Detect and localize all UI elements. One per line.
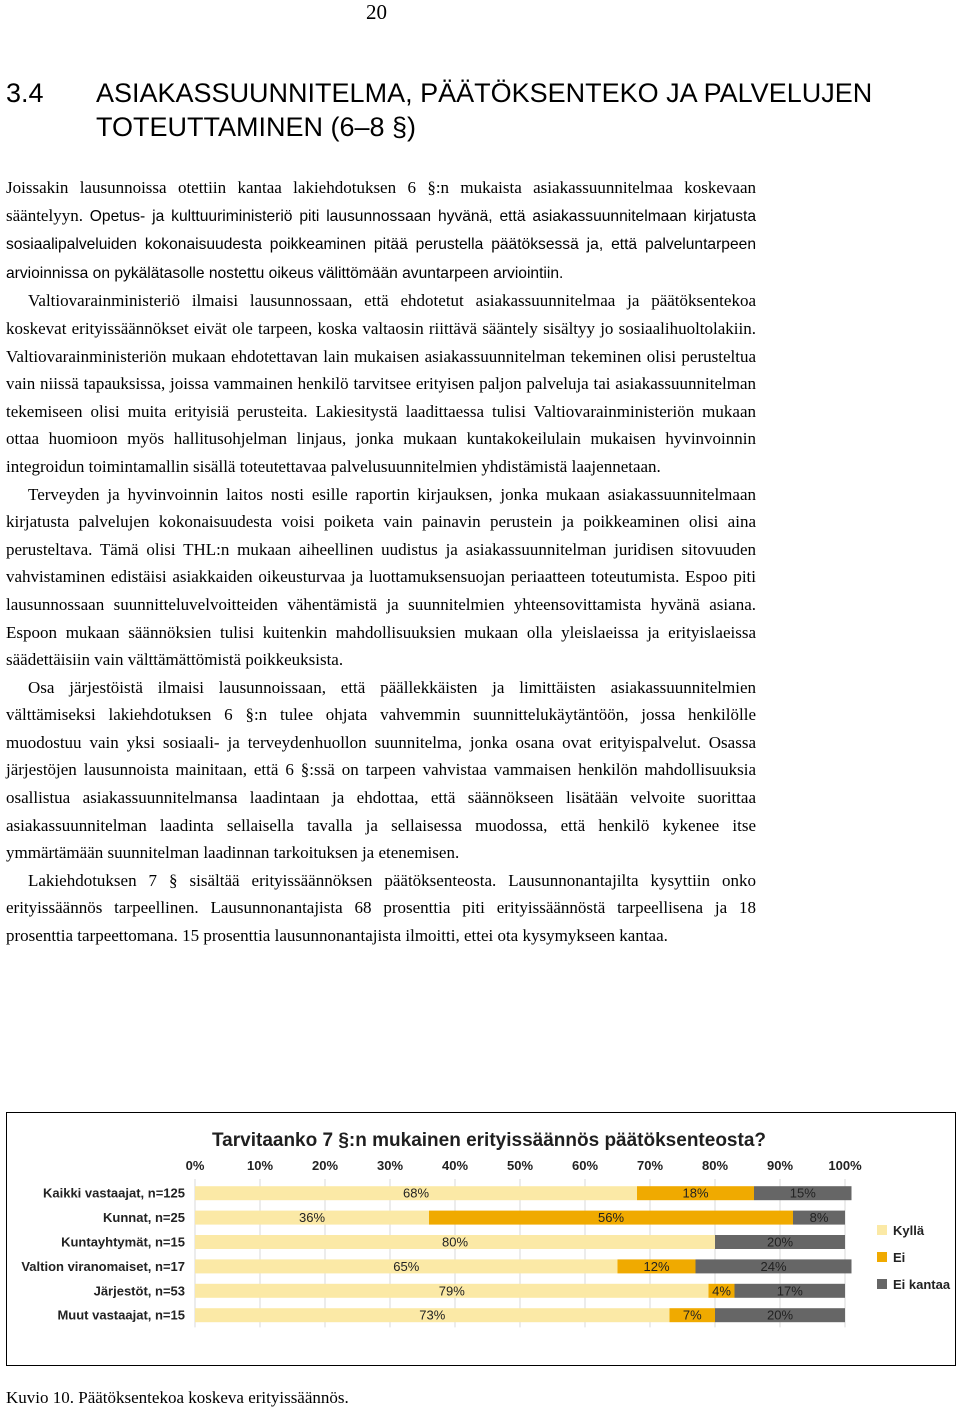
paragraph-text: Opetus- ja kulttuuriministeriö piti lausunnossaan hyvänä, että asiakassuunnitelmaan kirjatusta sosiaalipalveluiden kokonaisuudesta poikkeaminen pitää perustella päätöksessä ja, että palveluntarpeen arvioinnissa on pykälätasolle nostettu oikeus välittömään avuntarpeen arviointiin. <box>6 207 756 282</box>
paragraph <box>6 287 756 480</box>
category-label: Järjestöt, n=53 <box>93 1283 185 1299</box>
data-label: 80% <box>441 1234 469 1250</box>
data-label: 68% <box>402 1185 430 1201</box>
data-label: 15% <box>789 1185 816 1201</box>
body-text <box>6 174 756 950</box>
paragraph-text: Lakiehdotuksen 7 § sisältää erityissäännöksen päätöksenteosta. Lausunnonantajilta kysyttiin onko erityissäännös tarpeellinen. Lausunnonantajista 68 prosenttia piti erityissäännöstä tarpeellisena ja 18 prosenttia tarpeettomana. 15 prosenttia lausunnonantajista ilmoitti, ettei ota kysymykseen kantaa. <box>6 870 756 946</box>
paragraph-text: Joissakin lausunnoissa otettiin kantaa lakiehdotuksen 6 §:n mukaista asiakassuunnitelmaa koskevaan sääntelyyn. <box>6 178 756 225</box>
bar-chart <box>7 1113 955 1365</box>
data-label: 65% <box>393 1258 420 1274</box>
data-label: 18% <box>682 1185 709 1201</box>
x-tick-label: 90% <box>766 1158 794 1173</box>
legend-swatch <box>877 1252 887 1262</box>
data-label: 73% <box>419 1307 446 1323</box>
x-tick-label: 100% <box>828 1158 862 1173</box>
data-label: 79% <box>438 1283 465 1299</box>
legend-label: Kyllä <box>893 1223 925 1238</box>
category-label: Kuntayhtymät, n=15 <box>61 1234 185 1250</box>
data-label: 4% <box>712 1283 731 1299</box>
category-label: Valtion viranomaiset, n=17 <box>21 1258 185 1274</box>
paragraph-text: Osa järjestöistä ilmaisi lausunnoissaan, että päällekkäisten ja limittäisten asiakassuunnitelmien välttämiseksi lakiehdotuksen 6 §:n tulee ohjata vahvemmin suunnittelukäytäntöön, jossa henkilölle muodostuu vain yksi sosiaali- ja terveydenhuollon suunnitelma, jonka osana ovat erityispalvelut. Osassa järjestöjen lausunnoista mainitaan, että 6 §:ssä on tarpeen vahvistaa vammaisen henkilön mahdollisuuksia osallistua asiakassuunnitelmansa laadintaan ja ehdottaa, että säännökseen lisätään velvoite suorittaa asiakassuunnitelman laadinta sellaisella tavalla ja sellaisessa muodossa, että henkilö kykenee itse ymmärtämään suunnitelman laadinnan tarkoituksen ja etenemisen. <box>6 677 756 863</box>
paragraph <box>6 867 756 950</box>
x-tick-label: 0% <box>185 1158 205 1173</box>
data-label: 12% <box>643 1258 670 1274</box>
x-tick-label: 10% <box>246 1158 274 1173</box>
data-label: 7% <box>682 1307 702 1323</box>
figure-caption: Kuvio 10. Päätöksentekoa koskeva erityissäännös. <box>6 1388 349 1407</box>
x-tick-label: 30% <box>376 1158 404 1173</box>
category-label: Muut vastaajat, n=15 <box>57 1307 185 1323</box>
legend-swatch <box>877 1225 887 1235</box>
data-label: 17% <box>776 1283 803 1299</box>
x-tick-label: 50% <box>506 1158 534 1173</box>
section-title: ASIAKASSUUNNITELMA, PÄÄTÖKSENTEKO JA PALVELUJEN TOTEUTTAMINEN (6–8 §) <box>96 78 873 142</box>
data-label: 24% <box>760 1258 787 1274</box>
data-label: 20% <box>766 1234 794 1250</box>
x-tick-label: 80% <box>701 1158 729 1173</box>
data-label: 8% <box>809 1210 829 1226</box>
legend-label: Ei kantaa <box>893 1277 951 1292</box>
x-tick-label: 60% <box>571 1158 599 1173</box>
data-label: 20% <box>766 1307 794 1323</box>
data-label: 56% <box>597 1210 625 1226</box>
chart-title: Tarvitaanko 7 §:n mukainen erityissäännös päätöksenteosta? <box>211 1130 767 1151</box>
data-label: 36% <box>298 1210 326 1226</box>
category-label: Kunnat, n=25 <box>103 1210 185 1226</box>
section-number: 3.4 <box>6 78 44 108</box>
paragraph <box>6 174 756 287</box>
chart-frame <box>6 1112 956 1366</box>
paragraph-text: Terveyden ja hyvinvoinnin laitos nosti esille raportin kirjauksen, jonka mukaan asiakassuunnitelmaan kirjatusta palvelujen kokonaisuudesta voisi poiketa vain painavin perustein ja poikkeaminen olisi aina perusteltava. Tämä olisi THL:n mukaan aiheellinen uudistus ja asiakassuunnitelman juridisen sitovuuden vahvistaminen edistäisi asiakkaiden oikeusturvaa ja luottamuksensuojan periaatteen toteutumista. Espoo piti lausunnossaan suunnitteluvelvoitteiden vähentämistä ja suunnitelmien yhteensovittamista hyvänä asiana. Espoon mukaan säännöksien tulisi kuitenkin mahdollisuuksien mukaan olla yleislaeissa ja erityislaeissa säädettäisiin vain välttämättömistä poikkeuksista. <box>6 484 756 670</box>
legend-swatch <box>877 1279 887 1289</box>
page-number: 20 <box>366 0 387 24</box>
paragraph <box>6 481 756 674</box>
paragraph-text: Valtiovarainministeriö ilmaisi lausunnossaan, että ehdotetut asiakassuunnitelmaa ja päätöksentekoa koskevat erityissäännökset eivät ole tarpeen, koska valtaosin riittävä sääntely sisältyy jo sosiaalihuoltolakiin. Valtiovarainministeriön mukaan ehdotettavan lain mukaisen asiakassuunnitelman tekeminen olisi perusteltua vain niissä tapauksissa, joissa vammainen henkilö tarvitsee erityisen paljon palveluja tai asiakassuunnitelman tekemiseen olisi muita erityisiä perusteita. Lakiesitystä laadittaessa tulisi Valtiovarainministeriön mukaan ottaa huomioon myös hallitusohjelman linjaus, jonka mukaan kuntakokeilulain mukaisen hyvinvoinnin integroidun toimintamallin sisällä toteutettavaa palvelusuunnitelmien yhdistämistä laajennetaan. <box>6 291 756 476</box>
x-tick-label: 40% <box>441 1158 469 1173</box>
x-tick-label: 70% <box>636 1158 664 1173</box>
legend-label: Ei <box>893 1250 906 1265</box>
paragraph <box>6 674 756 867</box>
category-label: Kaikki vastaajat, n=125 <box>42 1185 185 1201</box>
x-tick-label: 20% <box>311 1158 339 1173</box>
